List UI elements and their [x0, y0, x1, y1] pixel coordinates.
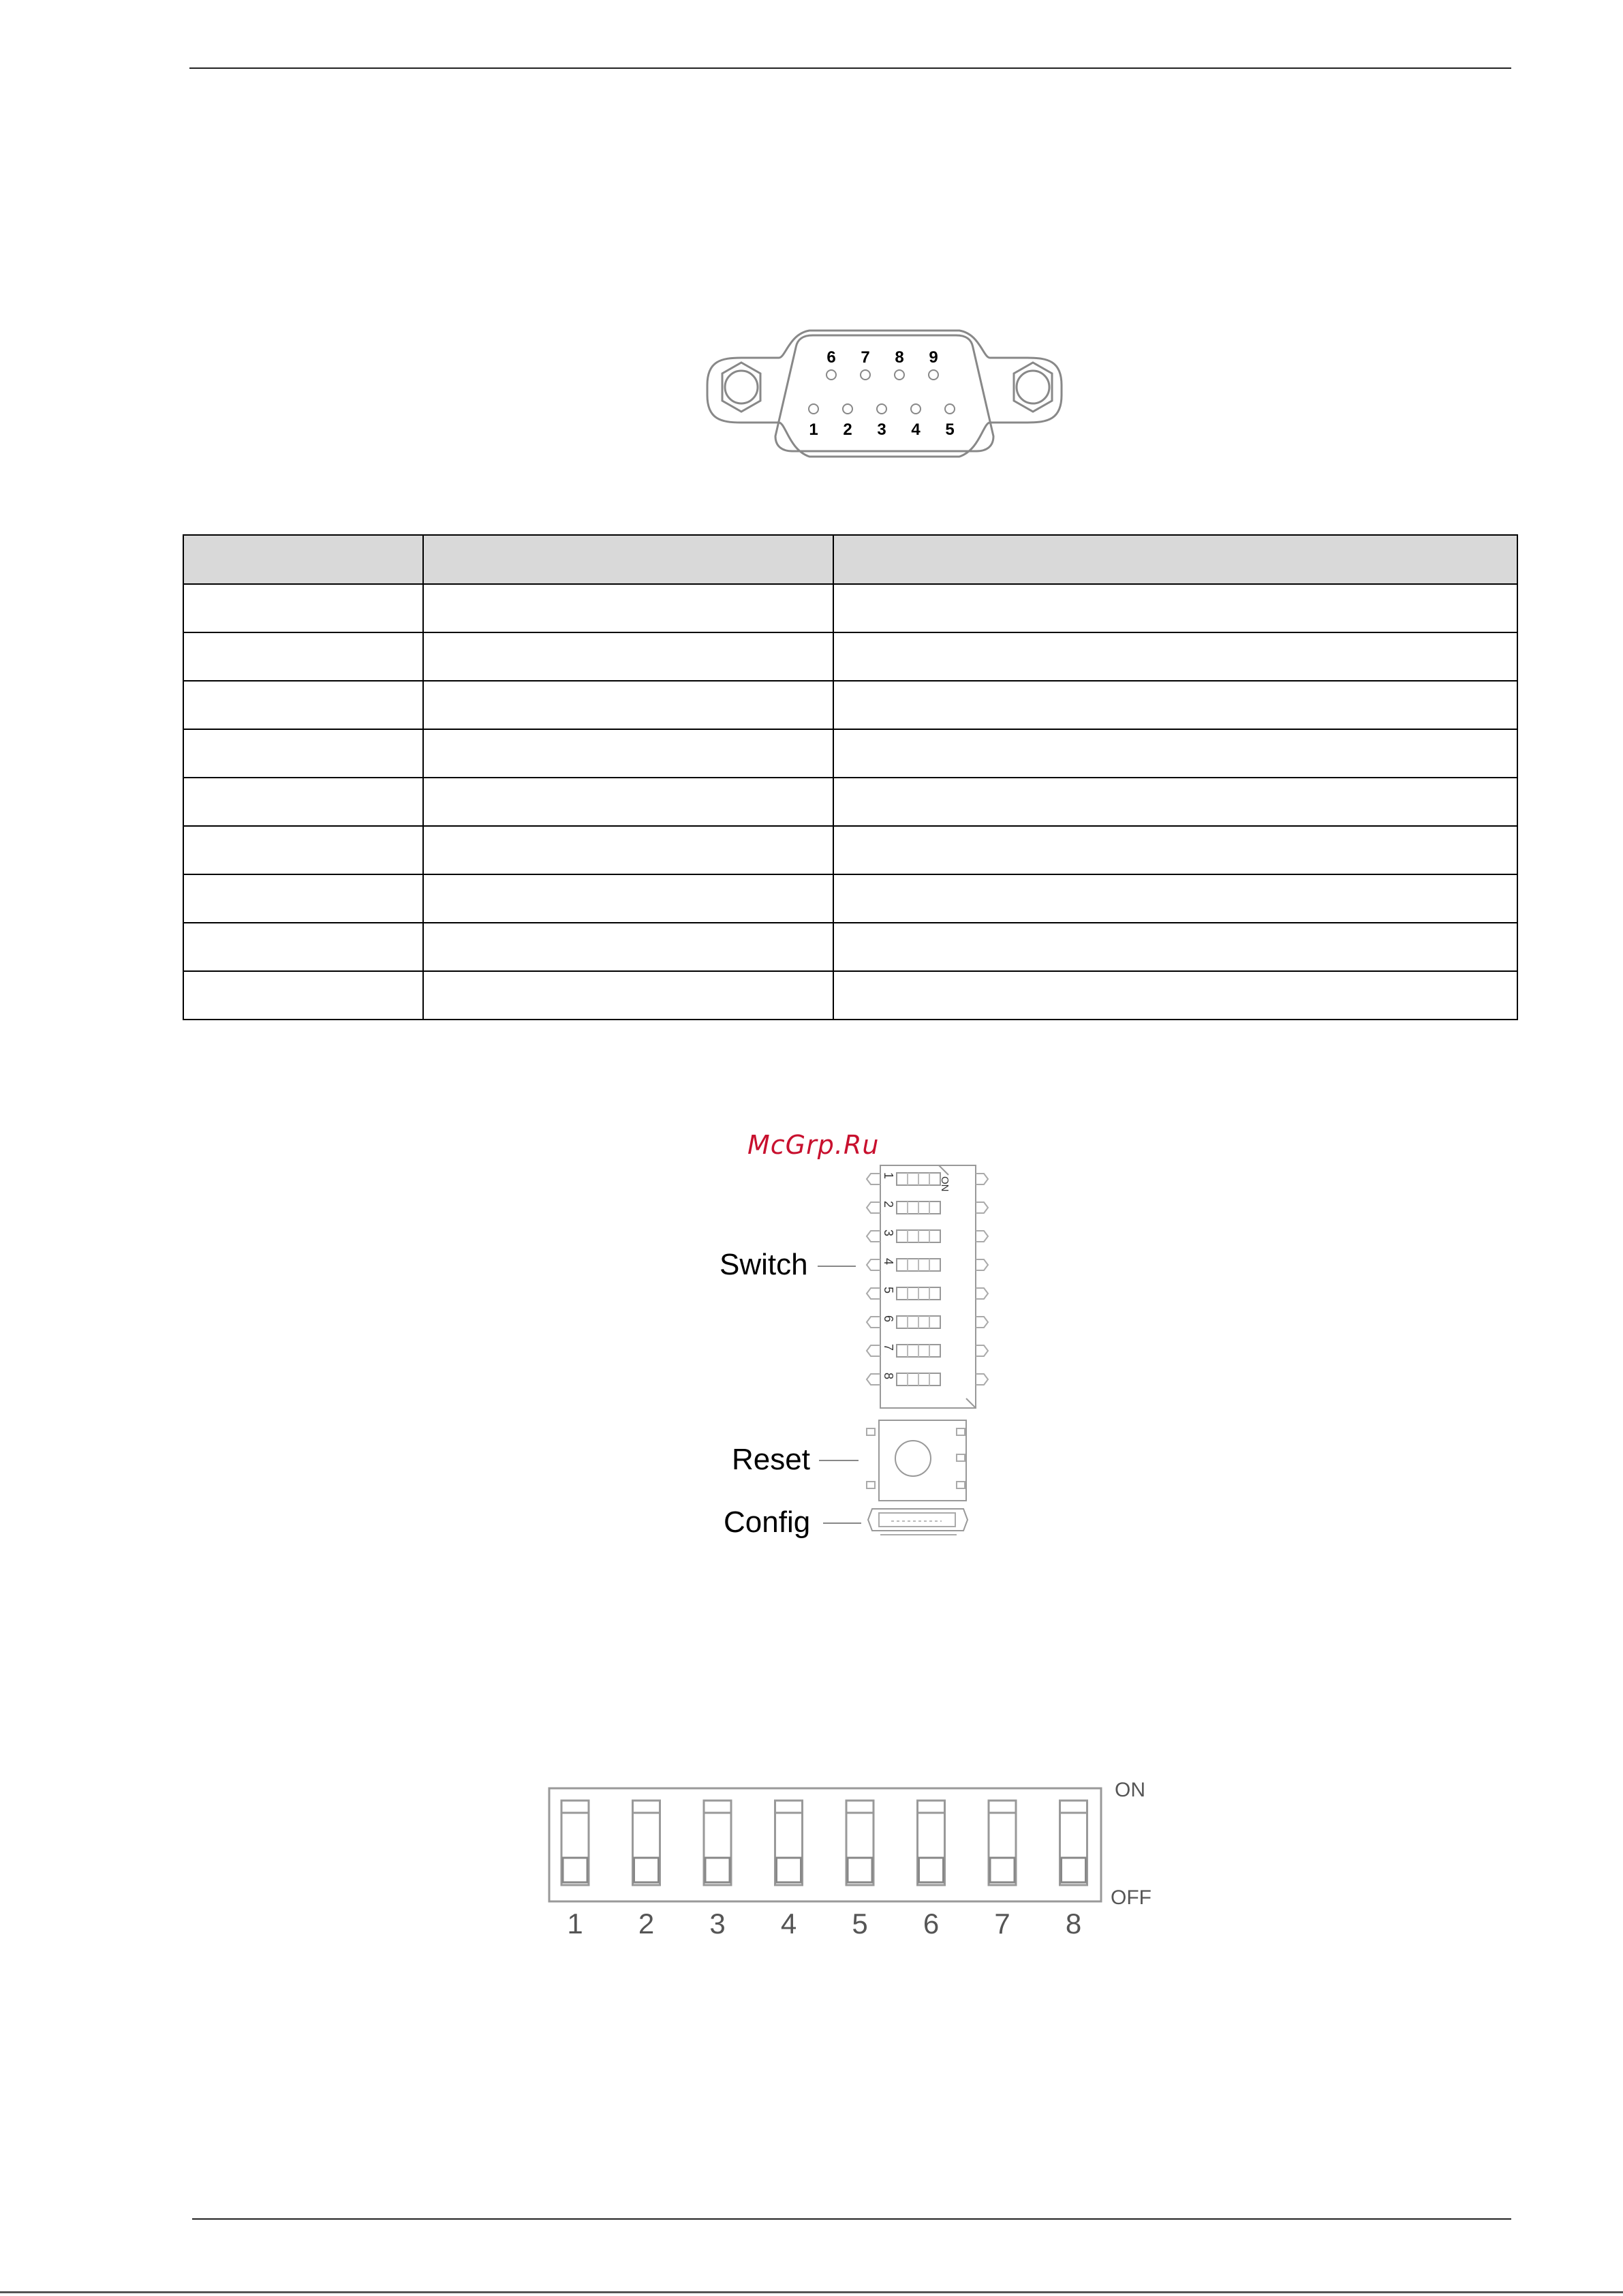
dip-off-label: OFF — [1111, 1886, 1151, 1909]
dip-lever — [990, 1858, 1015, 1882]
dip-pin-right — [976, 1345, 988, 1356]
db9-pin-label: 8 — [895, 348, 904, 367]
table-cell — [183, 826, 423, 874]
dip-pin-left — [867, 1259, 880, 1270]
db9-pin-hole — [809, 404, 818, 414]
dip-position-number: 1 — [567, 1908, 583, 1940]
table-row — [183, 874, 1517, 923]
config-port[interactable] — [868, 1509, 968, 1535]
table-cell — [183, 971, 423, 1020]
config-label: Config — [724, 1505, 811, 1539]
table-cell — [183, 584, 423, 632]
header-cell — [833, 535, 1517, 584]
dip-lever — [705, 1858, 730, 1882]
db9-pin-hole — [861, 370, 870, 380]
dip-pin-right — [976, 1259, 988, 1270]
dip-switch-8[interactable] — [1060, 1801, 1087, 1940]
dip-lever — [777, 1858, 801, 1882]
dip-pin-left — [867, 1174, 880, 1184]
db9-pin-label: 6 — [826, 348, 836, 367]
header-rule — [189, 67, 1511, 69]
dip-switch-7[interactable] — [989, 1801, 1016, 1940]
dip-position-number: 6 — [923, 1908, 940, 1940]
dip-lever — [848, 1858, 872, 1882]
dip-pin-left — [867, 1345, 880, 1356]
db9-pin-label: 5 — [945, 420, 955, 439]
table-cell — [833, 681, 1517, 729]
db9-pin-label: 9 — [929, 348, 938, 367]
dip-position-number: 5 — [852, 1908, 868, 1940]
dip-switch-positions — [561, 1801, 1087, 1940]
page-edge-rule — [0, 2291, 1623, 2293]
dip-switch-6[interactable] — [918, 1801, 945, 1940]
dip-switch-1[interactable] — [561, 1801, 589, 1940]
db9-pin-hole — [877, 404, 886, 414]
table-cell — [423, 826, 833, 874]
dip-pin-right — [976, 1202, 988, 1213]
table-cell — [183, 729, 423, 778]
board-layout-figure — [709, 1159, 1008, 1567]
db9-pin-hole — [911, 404, 921, 414]
table-row — [183, 729, 1517, 778]
table-cell — [833, 729, 1517, 778]
dip-position-number: 7 — [994, 1908, 1010, 1940]
dip-on-label: ON — [1115, 1779, 1145, 1801]
mount-screw-right — [1014, 363, 1052, 412]
dip-pin-left — [867, 1374, 880, 1385]
table-cell — [183, 923, 423, 971]
table-row — [183, 778, 1517, 826]
db9-pin-label: 3 — [877, 420, 886, 439]
board-dip-rows — [867, 1172, 988, 1386]
table-cell — [423, 584, 833, 632]
db9-pin-hole — [826, 370, 836, 380]
table-cell — [423, 971, 833, 1020]
header-cell — [183, 535, 423, 584]
switch-label: Switch — [720, 1248, 808, 1281]
db9-pin-label: 2 — [843, 420, 852, 439]
db9-pin-hole — [945, 404, 955, 414]
table-cell — [423, 681, 833, 729]
table-cell — [833, 632, 1517, 681]
table-row — [183, 681, 1517, 729]
dip-pin-left — [867, 1317, 880, 1328]
table-row — [183, 584, 1517, 632]
db9-top-pin-row — [826, 348, 938, 380]
table-cell — [833, 923, 1517, 971]
reset-label: Reset — [732, 1443, 810, 1476]
table-cell — [833, 826, 1517, 874]
dip-pin-right — [976, 1288, 988, 1299]
dip-switch-2[interactable] — [633, 1801, 660, 1940]
dip-pin-left — [867, 1288, 880, 1299]
dip-position-number: 4 — [780, 1908, 797, 1940]
dip-switch-5[interactable] — [846, 1801, 874, 1940]
pin-definition-table — [183, 534, 1518, 1020]
dip-row-number: 1 — [882, 1172, 895, 1180]
dip-pin-left — [867, 1202, 880, 1213]
table-row — [183, 826, 1517, 874]
db9-pin-hole — [843, 404, 852, 414]
dip-row-number: 5 — [882, 1287, 895, 1294]
table-cell — [833, 971, 1517, 1020]
table-cell — [423, 729, 833, 778]
table-cell — [423, 778, 833, 826]
dip-pin-right — [976, 1231, 988, 1242]
table-cell — [833, 778, 1517, 826]
dip-on-mark: ON — [939, 1176, 950, 1192]
dip-row-number: 7 — [882, 1344, 895, 1351]
header-cell — [423, 535, 833, 584]
reset-button[interactable] — [867, 1420, 966, 1501]
dip-row-number: 6 — [882, 1315, 895, 1323]
dip-switch-4[interactable] — [775, 1801, 803, 1940]
dip-switch-3[interactable] — [704, 1801, 731, 1940]
db9-pin-label: 7 — [861, 348, 870, 367]
table-cell — [423, 923, 833, 971]
mount-screw-left — [722, 363, 760, 412]
watermark-text: McGrp.Ru — [747, 1130, 880, 1160]
dip-position-number: 3 — [709, 1908, 726, 1940]
db9-pin-hole — [895, 370, 904, 380]
table-cell — [183, 632, 423, 681]
table-cell — [423, 874, 833, 923]
dip-pin-right — [976, 1374, 988, 1385]
dip-pin-right — [976, 1174, 988, 1184]
table-row — [183, 923, 1517, 971]
dip-lever — [1062, 1858, 1086, 1882]
db9-bottom-pin-row — [809, 404, 955, 439]
dip-pin-right — [976, 1317, 988, 1328]
table-cell — [833, 874, 1517, 923]
table-cell — [183, 681, 423, 729]
table-cell — [833, 584, 1517, 632]
footer-rule — [192, 2218, 1511, 2220]
table-header-row — [183, 535, 1517, 584]
dip-row-number: 4 — [882, 1258, 895, 1266]
dip-row-number: 3 — [882, 1229, 895, 1237]
dip-switch-figure — [545, 1772, 1172, 1949]
dip-row-number: 2 — [882, 1201, 895, 1208]
db9-pin-hole — [929, 370, 938, 380]
db9-pin-label: 4 — [911, 420, 921, 439]
dip-pin-left — [867, 1231, 880, 1242]
table-row — [183, 971, 1517, 1020]
dip-position-number: 8 — [1065, 1908, 1082, 1940]
table-row — [183, 632, 1517, 681]
dip-lever — [634, 1858, 659, 1882]
table-cell — [423, 632, 833, 681]
dip-lever — [563, 1858, 587, 1882]
dip-row-number: 8 — [882, 1373, 895, 1380]
db9-pin-label: 1 — [809, 420, 818, 439]
dip-position-number: 2 — [638, 1908, 655, 1940]
table-cell — [183, 778, 423, 826]
db9-connector-figure — [694, 327, 1075, 463]
dip-lever — [919, 1858, 944, 1882]
table-cell — [183, 874, 423, 923]
